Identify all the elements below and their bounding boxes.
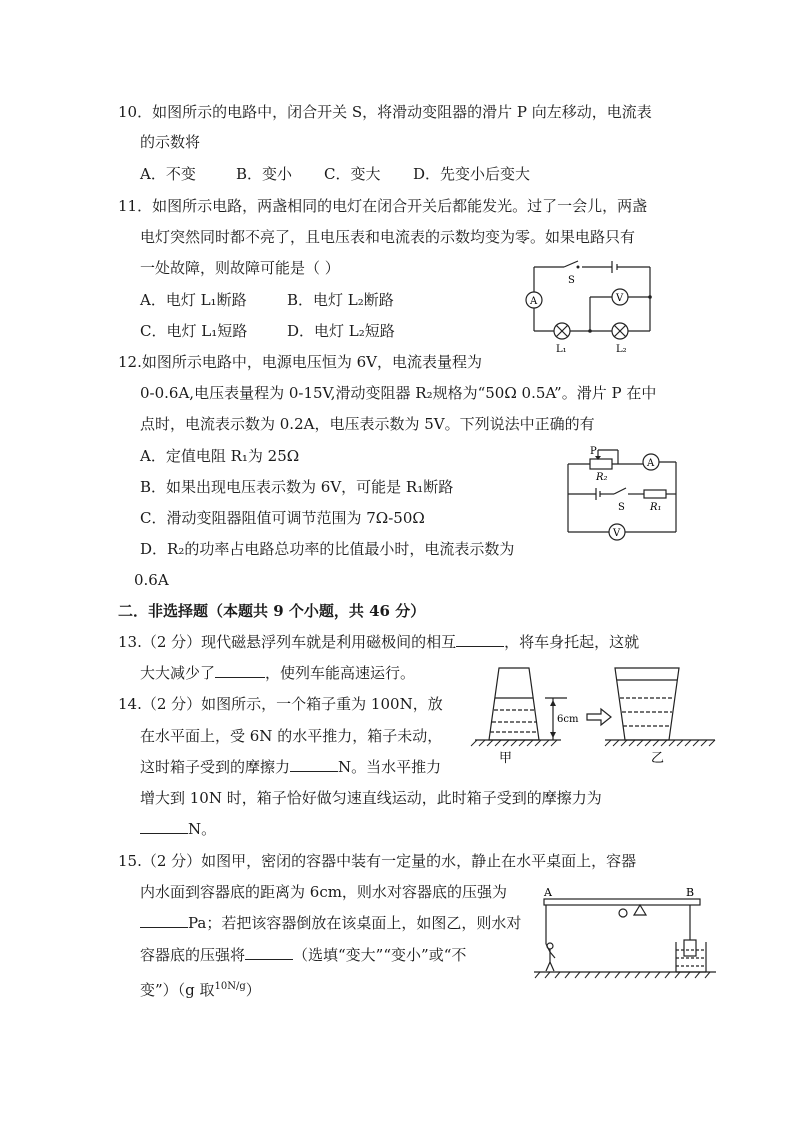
q14-text-line3b: N。当水平推力	[338, 758, 442, 776]
q10-option-a: A．不变	[140, 165, 196, 183]
q15-line1: 15.（2 分）如图甲，密闭的容器中装有一定量的水，静止在水平桌面上，容器	[118, 852, 637, 870]
q13-line1	[118, 632, 639, 652]
q11-option-a: A．电灯 L₁断路	[140, 291, 247, 309]
q14-line5	[140, 819, 216, 839]
q13-text-part2: ，将车身托起，这就	[504, 633, 640, 651]
q12-fig-s-label: S	[618, 502, 625, 513]
q10-line2: 的示数将	[140, 133, 201, 151]
containers-left-label: 甲	[499, 751, 513, 766]
q14-line4: 增大到 10N 时，箱子恰好做匀速直线运动，此时箱子受到的摩擦力为	[140, 789, 602, 807]
q14-text-line3a: 这时箱子受到的摩擦力	[140, 758, 291, 776]
q11-option-d: D．电灯 L₂短路	[287, 322, 395, 340]
q15-g-value: 10N/g	[214, 981, 246, 992]
section-title: 二．非选择题（本题共 9 个小题，共 46 分）	[118, 602, 426, 620]
q12-option-c: C．滑动变阻器阻值可调节范围为 7Ω-50Ω	[140, 509, 425, 527]
q13-line2	[140, 663, 415, 683]
q10-option-b: B．变小	[236, 165, 293, 183]
q12-option-d: D．R₂的功率占电路总功率的比值最小时，电流表示数为	[140, 540, 515, 558]
lever-a-label: A	[544, 886, 552, 899]
q12-fig-ammeter-label: A	[647, 458, 655, 469]
q13-blank-2[interactable]	[215, 663, 265, 678]
q15-line3	[140, 913, 521, 933]
q15-text-line3b: Pa；若把该容器倒放在该桌面上，如图乙，则水对	[188, 914, 522, 932]
q12-option-a: A．定值电阻 R₁为 25Ω	[140, 447, 300, 465]
q11-fig-l1-label: L₁	[556, 344, 567, 355]
q15-blank-2[interactable]	[245, 945, 293, 960]
q12-line3: 点时，电流表示数为 0.2A，电压表示数为 5V。下列说法中正确的有	[140, 415, 595, 433]
q15-text-line4b: （选填“变大”“变小”或“不	[293, 946, 467, 964]
q14-line2: 在水平面上，受 6N 的水平推力，箱子未动，	[140, 727, 443, 745]
q11-line3: 一处故障，则故障可能是（ ）	[140, 259, 340, 277]
q13-text-part4: ，使列车能高速运行。	[265, 664, 416, 682]
q12-option-b: B．如果出现电压表示数为 6V，可能是 R₁断路	[140, 478, 454, 496]
q12-fig-p-label: P	[590, 446, 597, 457]
q10-line1: 10．如图所示的电路中，闭合开关 S，将滑动变阻器的滑片 P 向左移动，电流表	[118, 103, 652, 121]
q12-fig-r2-label: R₂	[596, 472, 608, 483]
q11-fig-ammeter-label: A	[530, 296, 538, 307]
q11-fig-l2-label: L₂	[616, 344, 627, 355]
q15-text-line5end: ）	[245, 981, 261, 999]
q15-line2: 内水面到容器底的距离为 6cm，则水对容器底的压强为	[140, 883, 507, 901]
q11-option-c: C．电灯 L₁短路	[140, 322, 248, 340]
q12-fig-r1-label: R₁	[650, 502, 662, 513]
containers-figure	[465, 660, 735, 770]
q12-line2: 0-0.6A,电压表量程为 0-15V,滑动变阻器 R₂规格为“50Ω 0.5A”。滑片 P 在中	[140, 384, 657, 402]
q10-option-d: D．先变小后变大	[413, 165, 531, 183]
q12-fig-voltmeter-label: V	[613, 528, 621, 539]
q12-option-d-continued: 0.6A	[134, 571, 169, 589]
q15-text-line4a: 容器底的压强将	[140, 946, 246, 964]
q14-line3	[140, 757, 441, 777]
q14-blank-1[interactable]	[290, 757, 338, 772]
lever-b-label: B	[686, 886, 695, 899]
q15-text-line5: 变”）（g 取	[140, 981, 215, 999]
lever-figure	[530, 884, 720, 984]
q11-fig-voltmeter-label: V	[616, 293, 624, 304]
q13-blank-1[interactable]	[456, 632, 504, 647]
q14-line1: 14.（2 分）如图所示，一个箱子重为 100N，放	[118, 695, 443, 713]
q11-option-b: B．电灯 L₂断路	[287, 291, 394, 309]
q11-line2: 电灯突然同时都不亮了，且电压表和电流表的示数均变为零。如果电路只有	[140, 228, 636, 246]
q13-text-part1: 13.（2 分）现代磁悬浮列车就是利用磁极间的相互	[118, 633, 457, 651]
q11-fig-s-label: S	[568, 275, 575, 286]
q15-blank-1[interactable]	[140, 913, 188, 928]
q10-option-c: C．变大	[324, 165, 381, 183]
q12-circuit-figure	[560, 442, 685, 547]
q15-line4	[140, 945, 466, 965]
q11-line1: 11．如图所示电路，两盏相同的电灯在闭合开关后都能发光。过了一会儿，两盏	[118, 197, 648, 215]
q14-blank-2[interactable]	[140, 819, 188, 834]
q12-line1: 12.如图所示电路中，电源电压恒为 6V，电流表量程为	[118, 353, 483, 371]
q11-circuit-figure	[520, 255, 660, 355]
q13-text-part3: 大大减少了	[140, 664, 216, 682]
containers-height-label: 6cm	[557, 714, 579, 725]
lever-o-label: O	[616, 917, 617, 918]
q15-line5	[140, 977, 261, 1000]
containers-right-label: 乙	[651, 751, 665, 766]
q14-text-line5b: N。	[188, 820, 217, 838]
